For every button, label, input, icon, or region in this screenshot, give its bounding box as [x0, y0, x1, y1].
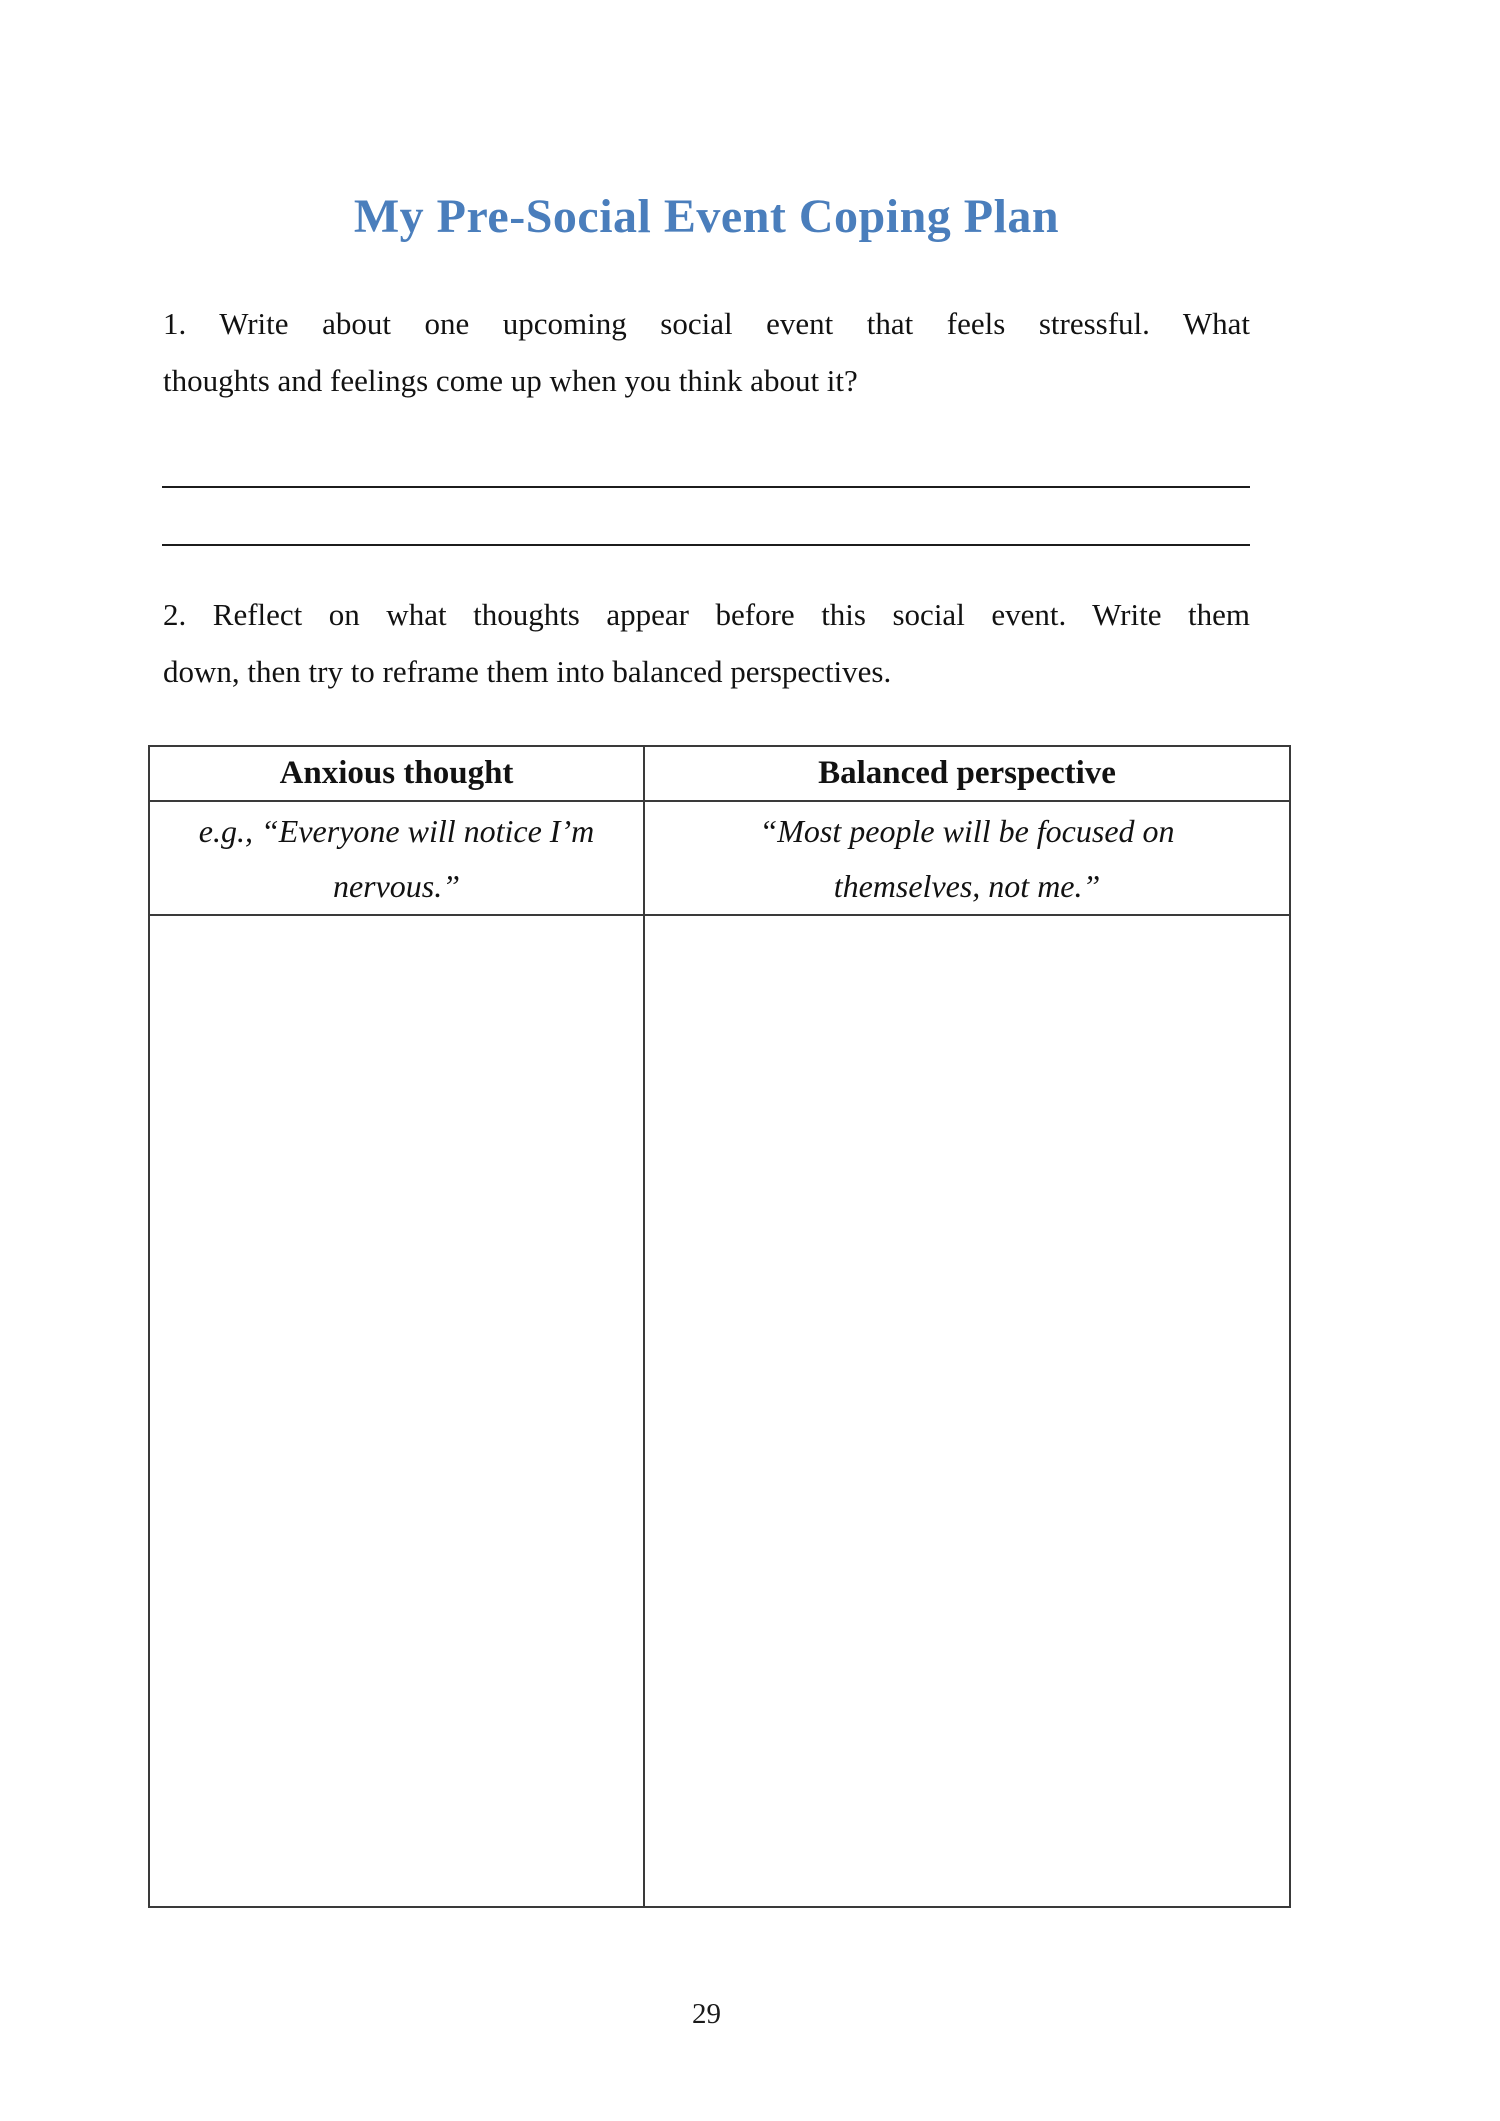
question-1-line-2: thoughts and feelings come up when you think about it? [163, 363, 858, 398]
question-2-line-1: 2. Reflect on what thoughts appear before this social event. Write them [163, 597, 1250, 632]
entry-row [149, 915, 1290, 1907]
example-anxious-thought-line-2: nervous.” [332, 868, 461, 904]
column-header-balanced-perspective: Balanced perspective [644, 746, 1290, 801]
question-1 [163, 295, 1250, 409]
page-title: My Pre-Social Event Coping Plan [353, 190, 1060, 243]
table-header-row [149, 746, 1290, 801]
question-1-line-1: 1. Write about one upcoming social event that feels stressful. What [163, 306, 1250, 341]
example-balanced-perspective-line-2: themselves, not me.” [833, 868, 1101, 904]
example-balanced-perspective-line-1: “Most people will be focused on [759, 813, 1175, 849]
coping-plan-table [148, 745, 1291, 1908]
answer-line-2 [162, 544, 1250, 546]
page-number: 29 [692, 1998, 721, 2030]
balanced-perspective-entry-cell [644, 915, 1290, 1907]
example-row [149, 801, 1290, 915]
column-header-anxious-thought: Anxious thought [149, 746, 644, 801]
question-2-line-2: down, then try to reframe them into balanced perspectives. [163, 654, 892, 689]
anxious-thought-entry-cell [149, 915, 644, 1907]
example-anxious-thought-line-1: e.g., “Everyone will notice I’m [198, 813, 595, 849]
example-anxious-thought-cell [149, 801, 644, 915]
question-2 [163, 586, 1250, 700]
answer-line-1 [162, 486, 1250, 488]
example-balanced-perspective-cell [644, 801, 1290, 915]
